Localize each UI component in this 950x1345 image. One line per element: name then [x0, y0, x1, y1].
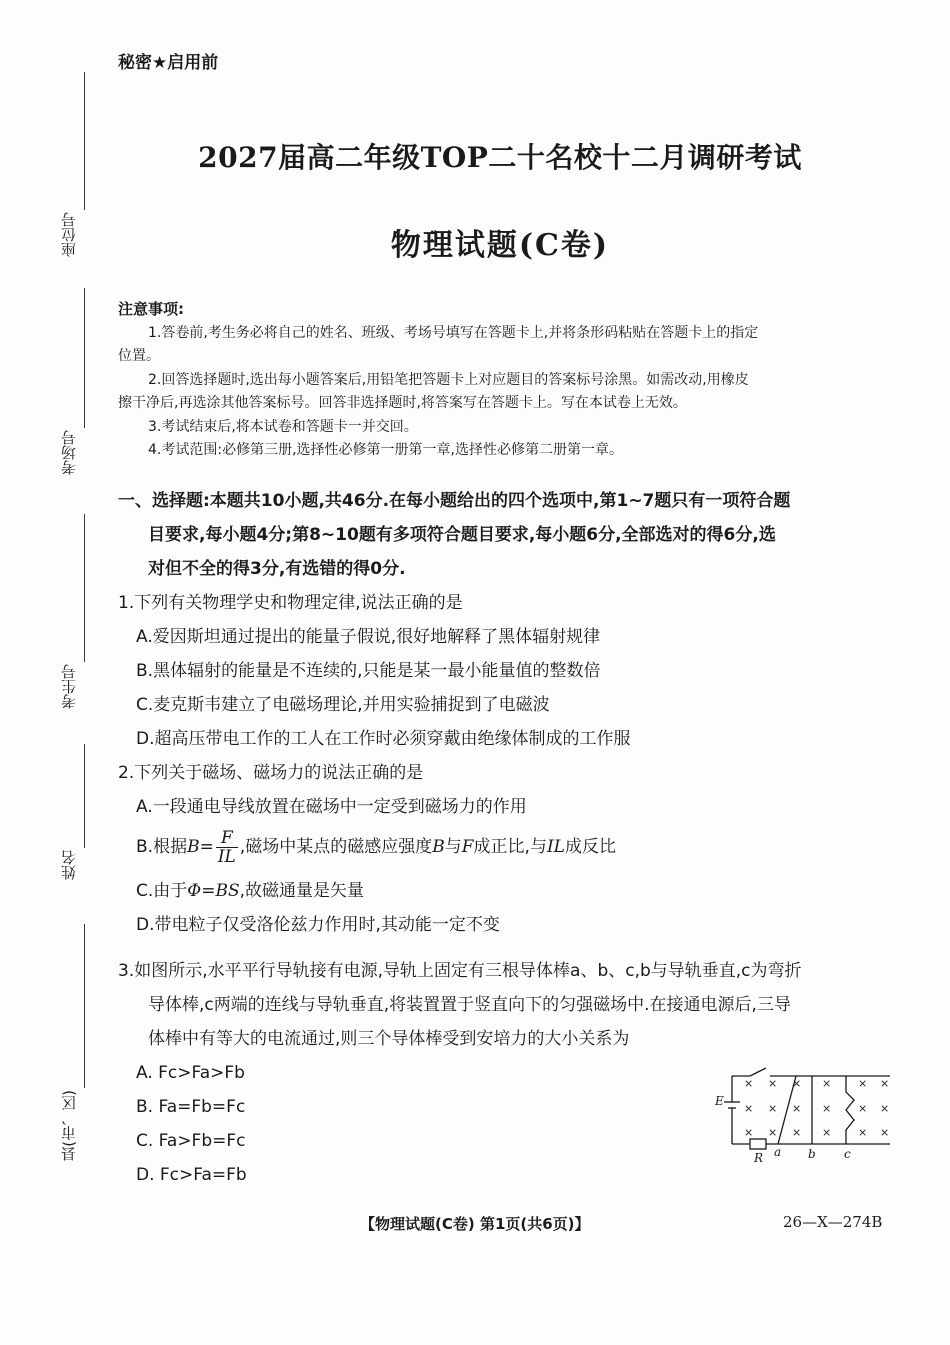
- label-e: E: [715, 1094, 724, 1108]
- field-x-mark: ×: [744, 1077, 754, 1090]
- option-d: D.带电粒子仅受洛伦兹力作用时,其动能一定不变: [136, 915, 500, 935]
- field-x-mark: ×: [880, 1077, 890, 1090]
- student-name-label: 姓名: [60, 850, 78, 880]
- field-x-mark: ×: [792, 1126, 802, 1139]
- paper-code: 26—X—274B: [783, 1213, 883, 1231]
- field-x-mark: ×: [768, 1102, 778, 1115]
- field-x-mark: ×: [792, 1102, 802, 1115]
- instruction-2: 2.回答选择题时,选出每小题答案后,用铅笔把答题卡上对应题目的答案标号涂黑。如需改动,用橡皮: [148, 371, 749, 388]
- option-c: C.由于Φ=BS,故磁通量是矢量: [136, 881, 365, 901]
- instructions-heading: 注意事项:: [118, 300, 184, 318]
- binding-line: [84, 924, 85, 1088]
- seat-number-label: 座位号: [60, 212, 78, 257]
- instruction-4: 4.考试范围:必修第三册,选择性必修第一册第一章,选择性必修第二册第一章。: [148, 442, 623, 458]
- exam-room-label: 考场号: [60, 430, 78, 475]
- label-b: b: [808, 1147, 816, 1161]
- field-x-mark: ×: [858, 1102, 868, 1115]
- field-x-mark: ×: [792, 1077, 802, 1090]
- label-c: c: [844, 1147, 851, 1161]
- instruction-2-cont: 擦干净后,再选涂其他答案标号。回答非选择题时,将答案写在答题卡上。写在本试卷上无效。: [118, 395, 687, 411]
- field-x-mark: ×: [822, 1077, 832, 1090]
- option-a: A. Fc>Fa>Fb: [136, 1063, 245, 1083]
- option-c: C. Fa>Fb=Fc: [136, 1131, 246, 1151]
- binding-line: [84, 744, 85, 848]
- confidential-mark: 秘密★启用前: [118, 53, 219, 73]
- option-d: D.超高压带电工作的工人在工作时必须穿戴由绝缘体制成的工作服: [136, 729, 631, 749]
- field-x-mark: ×: [768, 1126, 778, 1139]
- label-a: a: [774, 1145, 782, 1159]
- binding-line: [84, 288, 85, 428]
- field-x-mark: ×: [822, 1126, 832, 1139]
- exam-title: 2027届高二年级TOP二十名校十二月调研考试: [198, 141, 802, 174]
- section-line-2: 目要求,每小题4分;第8~10题有多项符合题目要求,每小题6分,全部选对的得6分,选: [148, 525, 776, 545]
- student-id-label: 考生号: [60, 664, 78, 709]
- exam-subtitle: 物理试题(C卷): [390, 228, 610, 263]
- section-line-3: 对但不全的得3分,有选错的得0分.: [148, 559, 406, 579]
- binding-line: [84, 72, 85, 210]
- field-x-mark: ×: [744, 1126, 754, 1139]
- field-x-mark: ×: [858, 1126, 868, 1139]
- binding-line: [84, 514, 85, 662]
- option-b: B. Fa=Fb=Fc: [136, 1097, 246, 1117]
- rod-c: [846, 1076, 854, 1144]
- option-a: A.一段通电导线放置在磁场中一定受到磁场力的作用: [136, 797, 527, 817]
- instruction-1-cont: 位置。: [118, 348, 160, 364]
- question-1: [118, 586, 898, 756]
- question-stem-line-1: 3.如图所示,水平平行导轨接有电源,导轨上固定有三根导体棒a、b、c,b与导轨垂直,c为弯折: [118, 961, 802, 981]
- question-stem: 1.下列有关物理学史和物理定律,说法正确的是: [118, 593, 463, 613]
- field-x-mark: ×: [880, 1102, 890, 1115]
- question-stem: 2.下列关于磁场、磁场力的说法正确的是: [118, 763, 424, 783]
- magnetic-field-marks: [744, 1077, 889, 1139]
- section-heading: [118, 484, 900, 586]
- option-b: B.根据B= $\frac{F}{IL}$ ,磁场中某点的磁感应强度B与F成正比,与IL成反比: [136, 827, 616, 867]
- county-label: 县(市、区): [60, 1090, 78, 1162]
- rail-circuit-figure: [712, 1058, 896, 1168]
- question-stem-line-3: 体棒中有等大的电流通过,则三个导体棒受到安培力的大小关系为: [148, 1029, 630, 1049]
- option-d: D. Fc>Fa=Fb: [136, 1165, 247, 1185]
- exam-instructions: [118, 298, 898, 463]
- section-line-1: 一、选择题:本题共10小题,共46分.在每小题给出的四个选项中,第1~7题只有一项符合题: [118, 491, 791, 511]
- question-2: [118, 756, 898, 942]
- field-x-mark: ×: [822, 1102, 832, 1115]
- instruction-3: 3.考试结束后,将本试卷和答题卡一并交回。: [148, 418, 418, 435]
- option-c: C.麦克斯韦建立了电磁场理论,并用实验捕捉到了电磁波: [136, 695, 550, 715]
- field-x-mark: ×: [880, 1126, 890, 1139]
- question-stem-line-2: 导体棒,c两端的连线与导轨垂直,将装置置于竖直向下的匀强磁场中.在接通电源后,三导: [148, 995, 791, 1015]
- instruction-1: 1.答卷前,考生务必将自己的姓名、班级、考场号填写在答题卡上,并将条形码粘贴在答题卡上的指定: [148, 324, 759, 341]
- formula-fraction: $\frac{F}{IL}$: [217, 827, 236, 867]
- field-x-mark: ×: [768, 1077, 778, 1090]
- option-a: A.爱因斯坦通过提出的能量子假说,很好地解释了黑体辐射规律: [136, 627, 601, 647]
- page-footer: 【物理试题(C卷) 第1页(共6页)】: [360, 1215, 590, 1233]
- option-b: B.黑体辐射的能量是不连续的,只能是某一最小能量值的整数倍: [136, 661, 601, 681]
- field-x-mark: ×: [744, 1102, 754, 1115]
- field-x-mark: ×: [858, 1077, 868, 1090]
- label-r: R: [754, 1151, 764, 1165]
